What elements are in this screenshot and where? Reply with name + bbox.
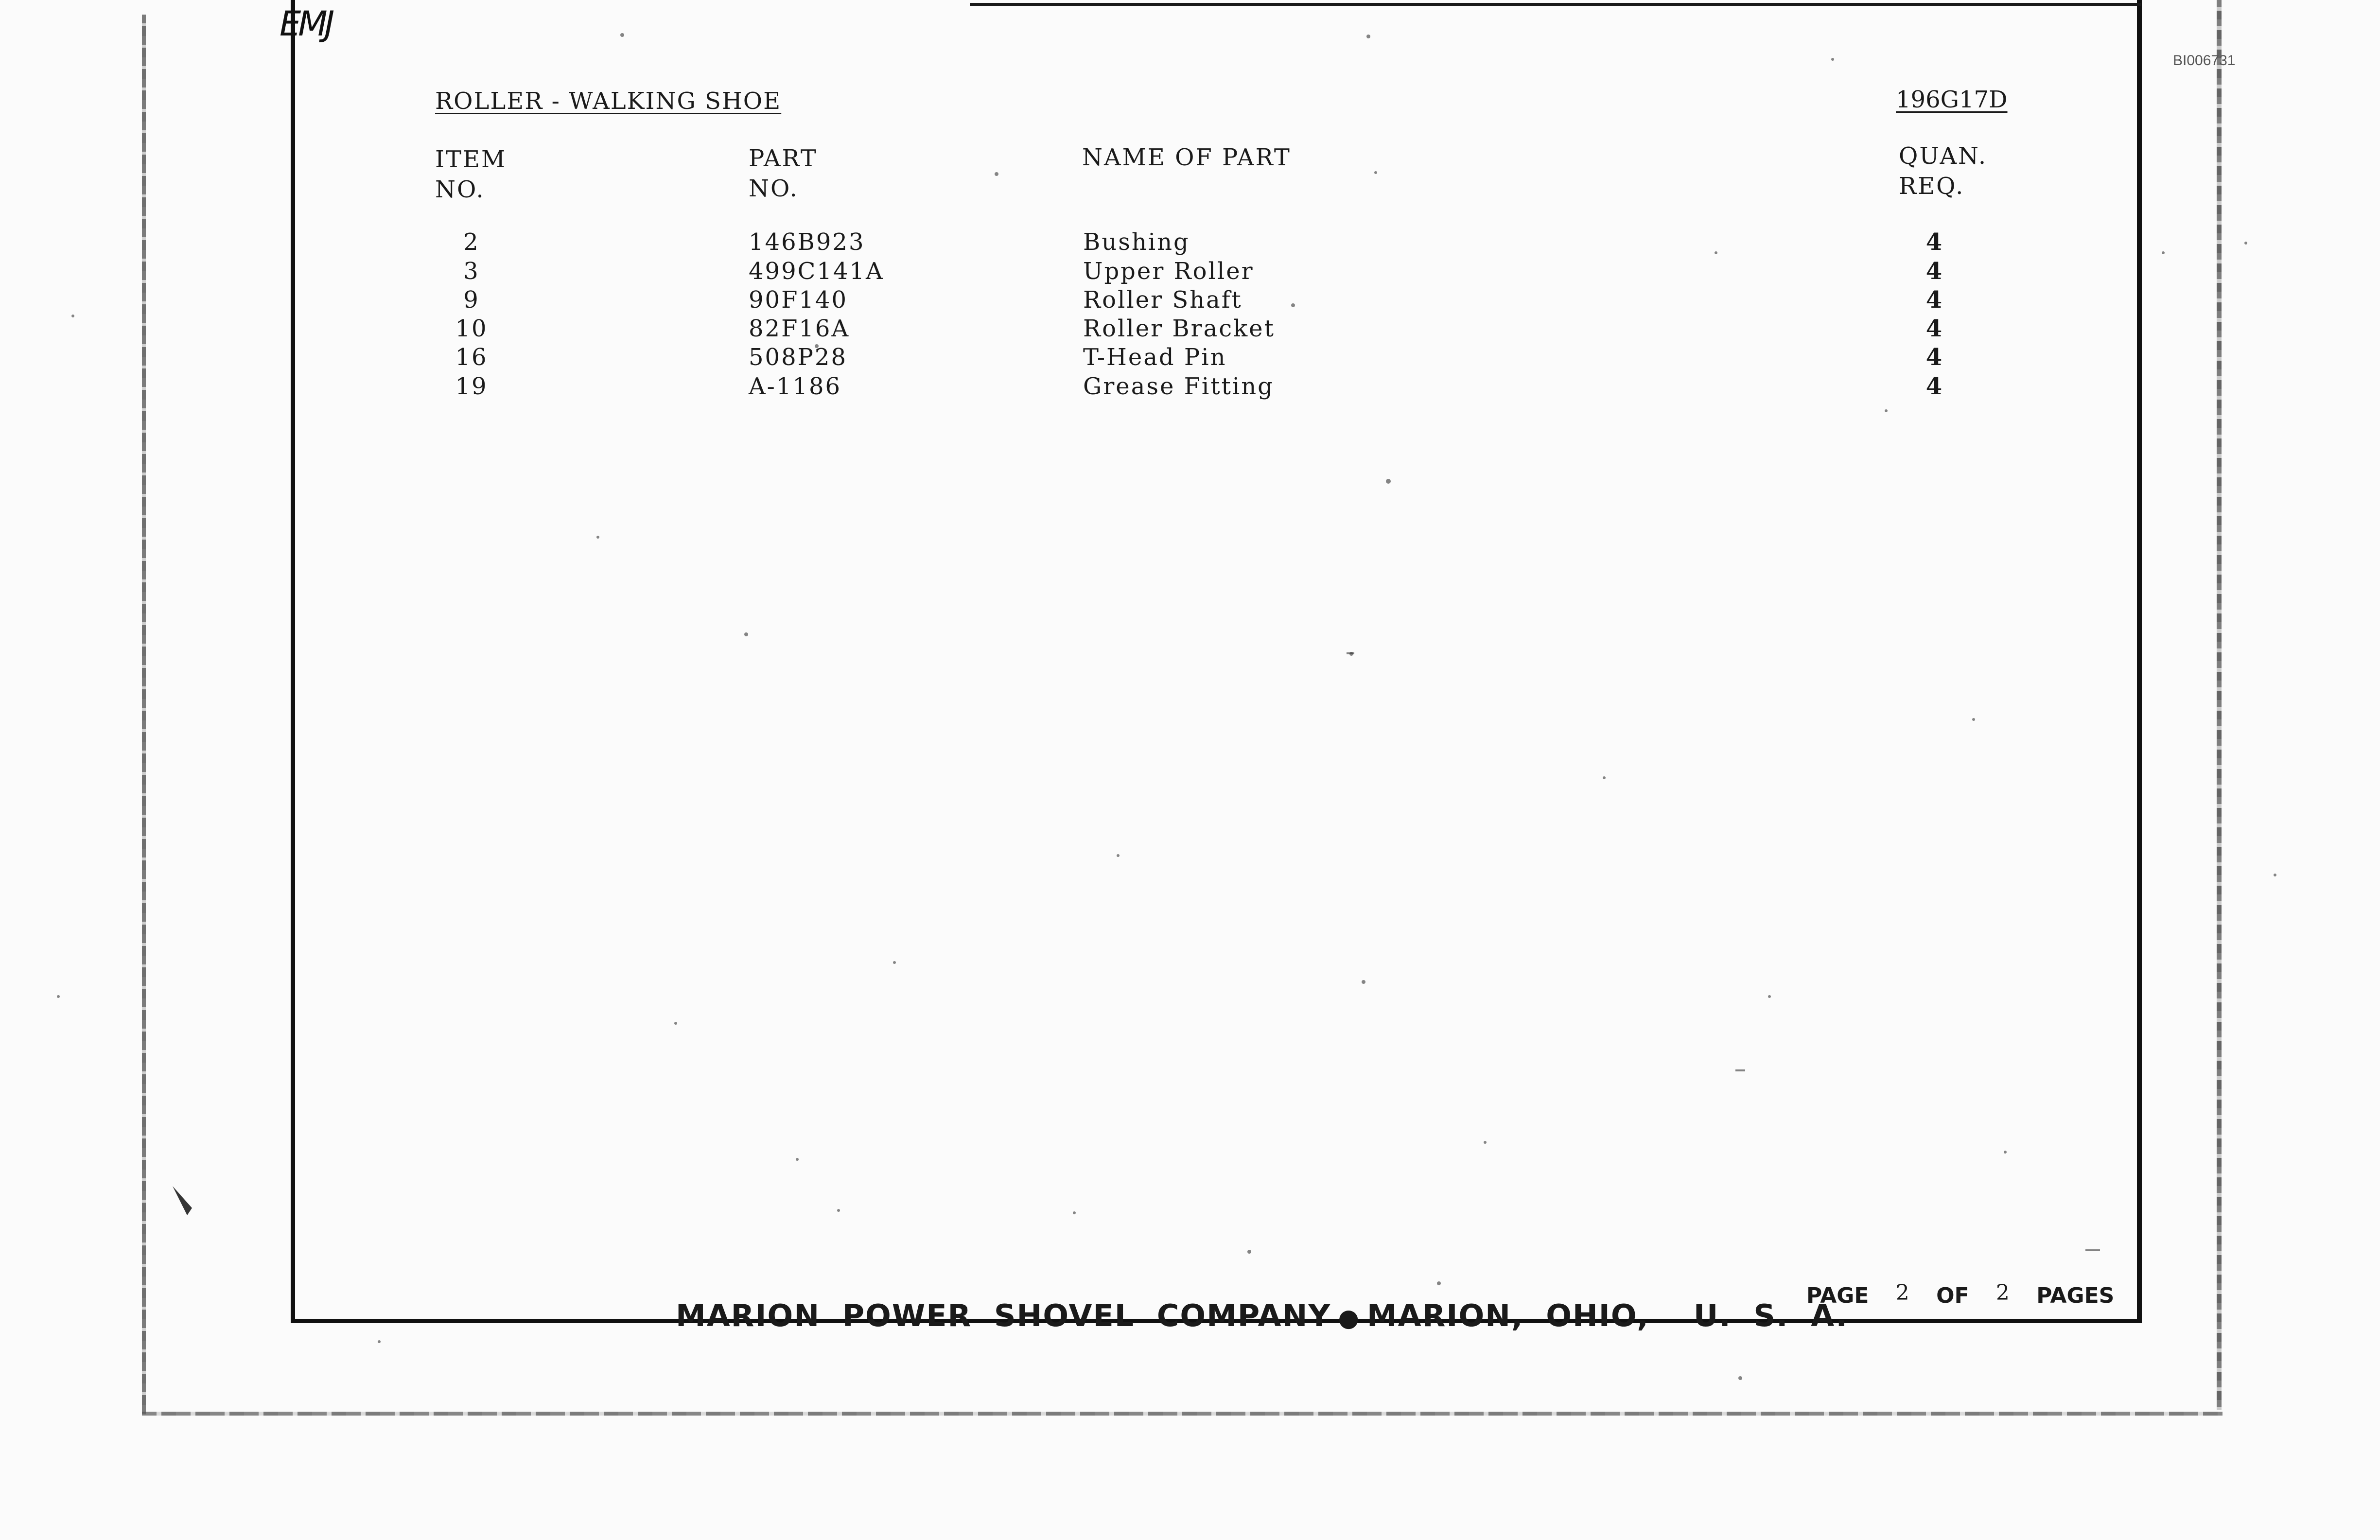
part-number: 90F140	[749, 286, 848, 314]
quantity-required: 4	[1925, 286, 1944, 314]
footer-rule-left	[291, 1319, 650, 1323]
quantity-required: 4	[1925, 373, 1944, 400]
company-footer	[676, 1298, 1848, 1333]
column-header-name-of-part: NAME OF PART	[1082, 144, 1291, 171]
part-number: 508P28	[749, 344, 847, 371]
document-number: 196G17D	[1896, 86, 2008, 113]
part-name: Roller Shaft	[1083, 286, 1242, 314]
column-header-item-no: ITEM NO.	[435, 146, 507, 203]
quantity-required: 4	[1925, 258, 1944, 285]
of-label: OF	[1936, 1283, 1969, 1308]
page-title: ROLLER - WALKING SHOE	[435, 88, 782, 115]
item-number: 10	[455, 315, 488, 342]
item-number: 3	[463, 258, 480, 285]
table-row	[0, 315, 2139, 344]
table-row	[0, 373, 2139, 402]
part-number: A-1186	[749, 373, 842, 400]
page-current: 2	[1895, 1280, 1909, 1305]
part-name: Roller Bracket	[1083, 315, 1275, 342]
table-row	[0, 228, 2139, 258]
table-row	[0, 344, 2139, 373]
document-frame-top-rule	[970, 3, 2141, 6]
company-name: MARION POWER SHOVEL COMPANY	[676, 1298, 1331, 1333]
handwritten-initials: EMJ	[280, 4, 332, 44]
item-number: 2	[463, 228, 480, 256]
document-stamp-id: BI006731	[2173, 52, 2236, 69]
scan-edge-left	[142, 15, 146, 1415]
item-number: 16	[455, 344, 488, 371]
part-name: Upper Roller	[1083, 258, 1254, 285]
item-number: 19	[455, 373, 488, 400]
page-indicator	[1806, 1280, 2115, 1308]
column-header-part-no: PART NO.	[749, 145, 818, 202]
scan-edge-bottom	[142, 1412, 2222, 1416]
part-name: Bushing	[1083, 228, 1190, 256]
part-number: 146B923	[749, 228, 865, 256]
quantity-required: 4	[1925, 315, 1944, 342]
table-row	[0, 286, 2139, 315]
table-row	[0, 258, 2139, 287]
document-frame	[291, 0, 2142, 1323]
quantity-required: 4	[1925, 228, 1944, 256]
part-number: 499C141A	[749, 258, 884, 285]
scan-edge-right	[2217, 0, 2222, 1410]
part-name: Grease Fitting	[1083, 373, 1274, 400]
part-name: T-Head Pin	[1083, 344, 1227, 371]
item-number: 9	[463, 286, 480, 314]
page-label: PAGE	[1806, 1283, 1869, 1308]
company-location: MARION, OHIO, U. S. A.	[1366, 1298, 1848, 1333]
bullet-separator: ●	[1338, 1304, 1360, 1332]
column-header-quantity-required: QUAN. REQ.	[1899, 142, 1988, 200]
pages-label: PAGES	[2036, 1283, 2115, 1308]
page-total: 2	[1995, 1280, 2010, 1305]
part-number: 82F16A	[749, 315, 850, 342]
quantity-required: 4	[1925, 344, 1944, 371]
